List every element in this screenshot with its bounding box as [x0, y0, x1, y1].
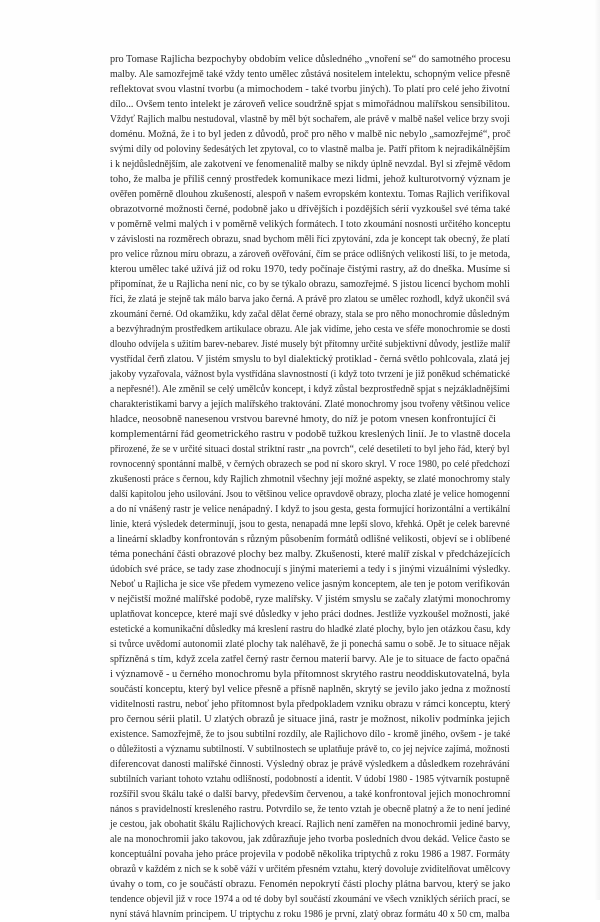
text-line: údobích své práce, se tady zase zhodnocují s jinými materiemi a tedy i s jinými vizuálními výsledky. — [110, 564, 511, 575]
text-line: uplatňovat koncepce, které mají své důsledky v jeho práci dodnes. Jestliže vyzkoušel možnosti, jaké — [110, 609, 510, 620]
page-edge-shadow — [594, 0, 600, 900]
text-line: Vždyť Rajlich malbu nestudoval, vlastně by měl být sochařem, ale právě v malbě našel velice brzy svoji — [110, 114, 510, 125]
text-line: obrazotvorné možnosti černé, podobně jako u dřívějších i pozdějších sérií vyzkoušel své téma také — [110, 204, 511, 215]
text-line: svými díly od poloviny šedesátých let zpytoval, co to vlastně malba je. Patří přitom k nejradikálnějším — [110, 144, 511, 155]
text-line: rozšířil svou škálu také o další barvy, především červenou, a také konfrontoval jejich monochromní — [110, 789, 511, 800]
text-line: rovnocenný spontánní malbě, v černých obrazech se pod ní skoro skryl. V roce 1980, po celé předchozí — [110, 459, 510, 470]
text-line: v nejčistší možné malířské podobě, ryze malířsky. V jistém smyslu se začaly zlatými monochromy — [110, 594, 511, 605]
text-line: vystřídal čerň zlatou. V jistém smyslu to byl dialektický protiklad - černá světlo pohlcovala, zlatá jej — [110, 354, 511, 365]
text-line: a lineární skladby konfrontován s různým působením formátů odlišné velikosti, objeví se i oblíbené — [110, 534, 511, 545]
text-line: zkušenosti práce s černou, kdy Rajlich zhmotnil všechny její možné aspekty, se zlaté monochromy staly — [110, 474, 511, 485]
text-line: říci, že zlatá je stejně tak málo barva jako černá. A právě pro zlatou se umělec rozhodl, když ukončil svá — [110, 294, 510, 305]
text-line: pro Tomase Rajlicha bezpochyby obdobím velice důsledného „vnoření se“ do samotného procesu — [110, 54, 511, 65]
text-line: hladce, neosobně nanesenou vrstvou barevné hmoty, do níž je potom vnesen konfrontující či — [110, 414, 496, 425]
text-line: obrazů v každém z nich se k sobě váží v určitém přesném vztahu, který dovoluje zviditelňovat umělcovy — [110, 864, 511, 875]
text-line: pro černou sérii platil. U zlatých obrazů je situace jiná, rastr je možnost, nikoliv podmínka jejich — [110, 714, 510, 725]
text-line: další kapitolou jeho usilování. Jsou to většinou velice opravdově obrazy, plocha zlaté je velice homogenní — [110, 489, 510, 500]
text-line: estetické a komunikační důsledky má kreslení rastru do hladké zlaté plochy, bylo jen otázkou času, kdy — [110, 624, 511, 635]
text-line: i významově - u černého monochromu byla přítomnost skrytého rastru neoddiskutovatelná, byla — [110, 669, 510, 680]
text-line: viditelnosti rastru, neboť jeho přítomnost byla předpokladem vzniku obrazu v rámci konceptu, který — [110, 699, 511, 710]
text-line: je cestou, jak obohatit škálu Rajlichových kreací. Rajlich není zaměřen na monochromii jediné barvy, — [110, 819, 511, 830]
text-line: Neboť u Rajlicha je sice vše předem vymezeno velice jasným konceptem, ale ten je potom verifikován — [110, 579, 510, 590]
text-line: kterou umělec také užívá již od roku 1970, tedy počínaje čistými rastry, až do dneška. Musíme si — [110, 264, 511, 275]
text-line: v závislosti na rozměrech obrazu, snad bychom měli říci zpytování, zda je koncept tak obecný, že platí — [110, 234, 510, 245]
text-line: pro velice různou míru obrazu, a zároveň ověřování, čím se práce odlišných velikostí liší, to je metoda, — [110, 249, 511, 260]
text-line: doménu. Možná, že i to byl jeden z důvodů, proč pro něho v malbě nic nebylo „samozřejmé“, proč — [110, 129, 511, 140]
body-text — [110, 52, 510, 922]
text-line: ale na monochromii jako takovou, jak zdůrazňuje jeho tvorba posledních dvou dekád. Velice často se — [110, 834, 510, 845]
text-line: v poměrně velmi malých i v poměrně velikých formátech. I toto zkoumání nosnosti určitého konceptu — [110, 219, 511, 230]
text-line: tendence objevil již v roce 1974 a od té doby byl součástí zkoumání ve všech vzniklých sériích prací, se — [110, 894, 510, 905]
text-line: a nepřesné!). Ale změnil se celý umělcův koncept, i když zůstal bezprostředně spjat s nejzákladnějšími — [110, 384, 510, 395]
text-line: existence. Samozřejmě, že to jsou subtilní rozdíly, ale Rajlichovo dílo - kromě jiného, ovšem - je také — [110, 729, 511, 740]
text-line: spřízněná s tím, když zcela zatřel černý rastr černou materií barvy. Ale je to situace de facto opačná — [110, 654, 510, 665]
text-line: i k nejdůslednějším, ale zakotvení ve fenomenalitě malby se nikdy úplně nevzdal. Byl si zřejmě vědom — [110, 159, 511, 170]
text-line: reflektovat svou vlastní tvorbu (a mimochodem - také tvorbu jiných). To platí pro celé jeho životní — [110, 84, 510, 95]
text-line: přirozené, že se v určité situaci dostal striktní rastr „na povrch“, celé desetiletí to byl jeho řád, který byl — [110, 444, 510, 455]
text-line: jakoby vyzařovala, vážnost byla vystřídána slavnostností (i když toto tvrzení je již poněkud schématické — [110, 369, 510, 380]
text-line: si tvůrce uvědomí autonomii zlaté plochy tak naléhavě, že ji ponechá samu o sobě. Je to situace nějak — [110, 639, 511, 650]
text-line: dílo... Ovšem tento intelekt je zároveň velice soudržně spjat s mimořádnou malířskou sensibilitou. — [110, 99, 510, 110]
text-line: komplementární řád geometrického rastru v podobě tužkou kreslených linií. Je to vlastně docela — [110, 429, 511, 440]
text-line: konceptuální povaha jeho práce projevila v podobě několika triptychů z roku 1986 a 1987. Formáty — [110, 849, 510, 860]
text-line: součástí konceptu, který byl velice přesně a přísně naplněn, skrytý se jevilo jako jedna z možností — [110, 684, 511, 695]
text-line: připomínat, že u Rajlicha není nic, co by se týkalo obrazu, samozřejmé. S jistou licencí bychom mohli — [110, 279, 510, 290]
text-line: nyní stává hlavním principem. U triptychu z roku 1986 je první, zlatý obraz formátu 40 x 50 cm, malba — [110, 909, 510, 920]
text-line: úvahy o tom, co je součástí obrazu. Fenomén nepokrytí části plochy plátna barvou, který se jako — [110, 879, 511, 890]
text-line: charakteristikami barvy a jejích malířského traktování. Zlaté monochromy jsou tvořeny většinou velice — [110, 399, 510, 410]
text-line: a do ní vnášený rastr je velice nenápadný. I když to jsou gesta, gesta formující horizontální a vertikální — [110, 504, 511, 515]
text-line: subtilních variant tohoto vztahu odlišností, podobností a identit. V údobí 1980 - 1985 výtvarník postupně — [110, 774, 510, 785]
text-line: diferencovat danosti malířské činnosti. Výsledný obraz je právě výsledkem a důsledkem rozehrávání — [110, 759, 510, 770]
text-line: o důležitosti a významu subtilností. V subtilnostech se uplatňuje právě to, co jej nejvíce zajímá, možnosti — [110, 744, 510, 755]
text-line: téma ponechání části obrazové plochy bez malby. Zkušenosti, které malíř získal v předcházejících — [110, 549, 511, 560]
text-line: a bezvýhradným prostředkem artikulace obrazu. Ale jak vidíme, jeho cesta ve sféře monochromie se dosti — [110, 324, 511, 335]
text-line: linie, která výsledek determinují, jsou to gesta, nenapadá mne lepší slovo, křehká. Opět je celek barevné — [110, 519, 510, 530]
text-line: malby. Ale samozřejmě také vždy tento umělec zůstává nositelem intelektu, schopným velice přesně — [110, 69, 511, 80]
text-line: dlouho odvíjela s užitím barev-nebarev. Jisté musely být přítomny určité subjektivní důvody, jestliže malíř — [110, 339, 511, 350]
text-line: toho, že malba je příliš cenný prostředek komunikace mezi lidmi, jehož kulturotvorný význam je — [110, 174, 511, 185]
text-line: zkoumání černé. Od okamžiku, kdy začal dělat černé obrazy, stala se pro něho monochromie důsledným — [110, 309, 510, 320]
text-line: nános s pravidelností kresleného rastru. Potvrdilo se, že tento vztah je obecně platný a že to není jediné — [110, 804, 511, 815]
text-line: ověřen poměrně dlouhou zkušeností, alespoň v našem evropském kontextu. Tomas Rajlich verifikoval — [110, 189, 510, 200]
